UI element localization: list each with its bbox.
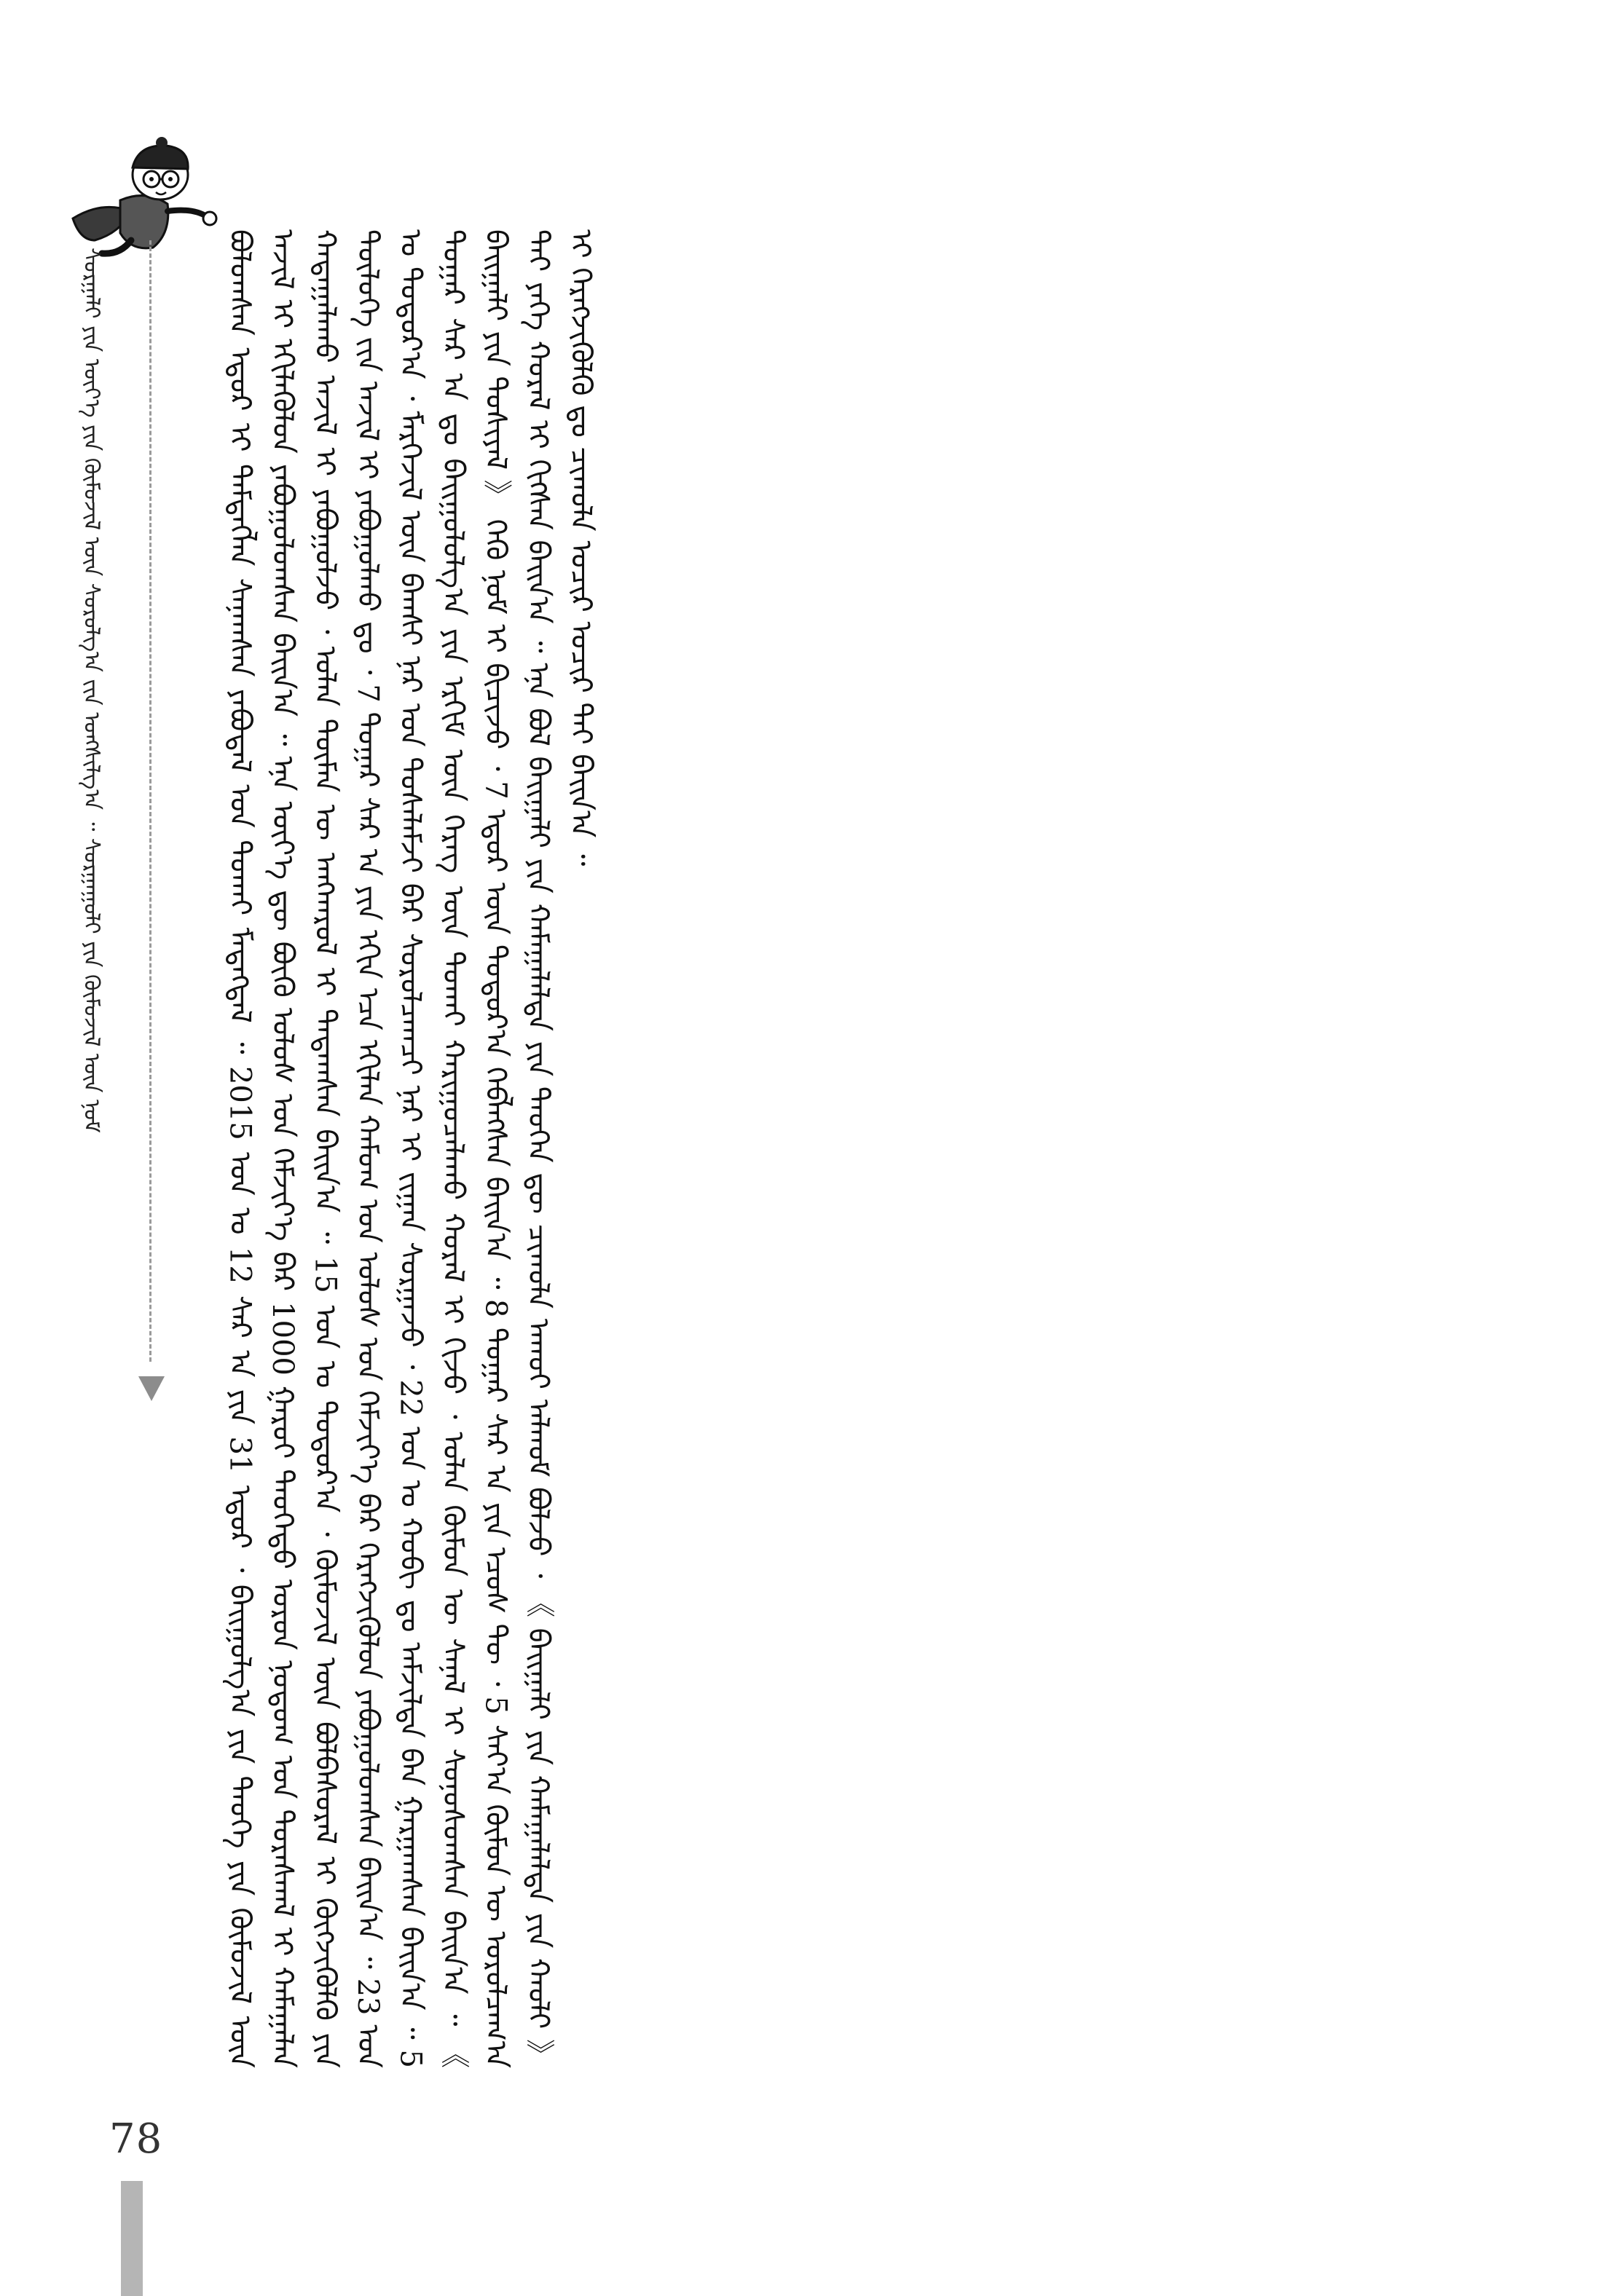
page-number: 78: [109, 2115, 163, 2163]
body-text: [219, 229, 1318, 2068]
triangle-down-icon: [138, 1376, 165, 1401]
cartoon-boy-with-glasses-icon: [51, 131, 226, 262]
body-paragraph: ᠪᠤᠯᠤᠭᠰᠠᠨ ᠡᠳᠦᠷ ᠢ ᠲᠡᠮᠳᠡᠭᠯᠡᠨ ᠰᠠᠨᠠᠭᠰᠠᠨ ᠶᠠᠪᠤᠳᠠᠯ ᠤᠨ ᠲᠤᠬᠠᠢ ᠮᠡᠳᠡᠭᠳᠡᠯ ᠃ 2015 ᠣᠨ ᠤ 12 ᠰᠠᠷ ᠠ ᠶᠢᠨ 31 ᠡᠳᠦᠷ ᠂ ᠪᠠᠢᠭᠤᠯᠭ᠎ᠠ ᠶᠢᠨ ᠲᠡᠦᠬᠡ ᠶᠢᠨ ᠬᠦᠮᠦᠵᠢᠯ ᠦᠨ ᠠᠵᠢᠯ ᠢ ᠡᠬᠢᠯᠡᠭᠦᠯᠦᠨ ᠶᠠᠪᠤᠭᠤᠯᠤᠭᠰᠠᠨ ᠪᠠᠢᠨ᠎ᠠ ᠃ ᠡᠨᠡ ᠦᠶ᠎ᠡ ᠳᠦ ᠪᠦᠬᠦ ᠤᠯᠤᠰ ᠤᠨ ᠬᠡᠮᠵᠢᠶ᠎ᠡ ᠪᠡᠷ 1000 ᠭᠠᠷᠤᠢ ᠲᠡᠦᠬᠡᠲᠦ ᠣᠷᠤᠨ ᠨᠤᠲᠤᠭ ᠤᠨ ᠳᠤᠷᠠᠰᠬᠠᠯ ᠢ ᠬᠠᠮᠠᠭᠠᠯᠠᠨ ᠬᠠᠳᠠᠭᠠᠯᠠᠬᠤ ᠠᠵᠢᠯ ᠢ ᠶᠠᠪᠤᠭᠤᠯᠵᠤ ᠂ ᠣᠯᠠᠨ ᠲᠦᠮᠡᠨ ᠦ ᠠᠩᠬᠠᠷᠤᠯ ᠢ ᠲᠠᠲᠠᠭᠰᠠᠨ ᠪᠠᠢᠨ᠎ᠠ ᠃ 15 ᠣᠨ ᠤ ᠳᠤᠲᠤᠷ᠎ᠠ ᠂ ᠬᠦᠮᠦᠵᠢᠯ ᠦᠨ ᠪᠣᠯᠪᠠᠰᠤᠷᠠᠯ ᠢ ᠬᠥᠭᠵᠢᠭᠦᠯᠬᠦ ᠶᠢᠨ ᠲᠥᠯᠥᠭᠡ ᠵᠢᠨ ᠠᠵᠢᠯ ᠢ ᠶᠠᠪᠤᠭᠤᠯᠬᠤ ᠳᠤ ᠂ 7 ᠳᠤᠭᠠᠷ ᠰᠠᠷ ᠠ ᠶᠢᠨ ᠡᠬᠢᠨ ᠡᠴᠡ ᠡᠬᠢᠯᠡᠨ ᠬᠠᠮᠤᠭ ᠤᠨ ᠤᠯᠤᠰ ᠤᠨ ᠬᠡᠮᠵᠢᠶ᠎ᠡ ᠪᠡᠷ ᠬᠡᠷᠡᠭᠵᠢᠭᠦᠯᠦᠨ ᠶᠠᠪᠤᠭᠤᠯᠤᠭᠰᠠᠨ ᠪᠠᠢᠨ᠎ᠠ ᠃ 23 ᠣᠨ ᠤ ᠳᠤᠲᠤᠷ᠎ᠠ ᠂ ᠮᠡᠷᠭᠡᠵᠢᠯ ᠦᠨ ᠪᠠᠭᠰᠢ ᠨᠠᠷ ᠤᠨ ᠲᠤᠰᠠᠯᠠᠮᠵᠢ ᠪᠠᠷ ᠰᠤᠷᠤᠯᠴᠠᠭᠴᠢ ᠨᠠᠷ ᠢ ᠵᠢᠭᠠᠨ ᠰᠤᠷᠭᠠᠵᠤ ᠂ 22 ᠣᠨ ᠤ ᠬᠤᠪᠢ ᠳᠤ ᠠᠮᠵᠢᠯᠲᠠ ᠪᠠᠨ ᠭᠠᠷᠭᠠᠭᠰᠠᠨ ᠪᠠᠢᠨ᠎ᠠ ᠃ 5 ᠳᠤᠭᠠᠷ ᠰᠠᠷ ᠠ ᠳᠤ ᠪᠠᠢᠭᠤᠯᠤᠯᠭ᠎ᠠ ᠶᠢᠨ ᠡᠷᠭᠢᠮ ᠦᠨ ᠬᠡᠷᠡᠭ ᠦᠨ ᠲᠤᠬᠠᠢ ᠬᠠᠷᠢᠭᠤᠴᠠᠯᠠᠬᠤ ᠬᠤᠷᠠᠯ ᠢ ᠬᠢᠵᠦ ᠂ ᠣᠯᠠᠨ ᠬᠦᠮᠦᠨ ᠦ ᠰᠠᠨᠠᠯ ᠢ ᠰᠣᠨᠣᠰᠤᠭᠰᠠᠨ ᠪᠠᠢᠨ᠎ᠠ ᠃ 《 ᠪᠠᠢᠭᠠᠯᠢ ᠶᠢᠨ ᠲᠤᠰᠢᠶᠠᠯ 》 ᠭᠡᠬᠦ ᠨᠣᠮ ᠢ ᠪᠢᠴᠢᠵᠦ ᠂ 7 ᠡᠳᠦᠷ ᠦᠨ ᠳᠣᠲᠣᠷ᠎ᠠ ᠬᠡᠪᠯᠡᠭᠰᠡᠨ ᠪᠠᠢᠨ᠎ᠠ ᠃ 8 ᠳᠤᠭᠠᠷ ᠰᠠᠷ ᠠ ᠶᠢᠨ ᠡᠴᠦᠰ ᠲᠦ ᠂ 5 ᠰᠠᠶ᠎ᠠ ᠬᠦᠮᠦᠨ ᠦ ᠣᠷᠣᠯᠴᠠᠭ᠎ᠠ ᠲᠠᠢ ᠶᠡᠬᠡ ᠬᠤᠷᠠᠯ ᠢ ᠬᠢᠭᠰᠡᠨ ᠪᠠᠢᠨ᠎ᠠ ᠃ ᠡᠨᠡ ᠪᠤᠯ ᠪᠠᠢᠭᠠᠯᠢ ᠶᠢᠨ ᠬᠠᠮᠠᠭᠠᠯᠠᠯᠲᠠ ᠶᠢᠨ ᠲᠡᠦᠬᠡᠨ ᠳᠦ ᠴᠢᠬᠤᠯᠠ ᠠᠬᠤᠢ ᠠᠯᠬᠤᠮ ᠪᠣᠯᠵᠤ ᠂ 《 ᠪᠠᠢᠭᠠᠯᠢ ᠶᠢᠨ ᠬᠠᠮᠠᠭᠠᠯᠠᠯᠲᠠ ᠶᠢᠨ ᠬᠠᠤᠯᠢ 》 ᠢ ᠬᠡᠷᠡᠭᠵᠢᠭᠦᠯᠬᠦ ᠳᠤ ᠴᠢᠬᠤᠯᠠ ᠤᠴᠢᠷ ᠤᠴᠢᠷ ᠲᠠᠢ ᠪᠠᠢᠨ᠎ᠠ ᠃: [223, 229, 598, 2068]
running-header: ᠰᠤᠷᠭᠠᠯᠢ ᠶᠢᠨ ᠦᠶ᠎ᠡ ᠶᠢᠨ ᠬᠦᠮᠦᠵᠢᠯ ᠦᠨ ᠰᠤᠷᠤᠯᠭ᠎ᠠ ᠵᠢᠨ ᠤᠩᠰᠢᠯᠭ᠎ᠠ ᠃ ᠰᠤᠷᠭᠠᠭᠤᠯᠢ ᠶᠢᠨ ᠬᠦᠮᠦᠵᠢᠯ ᠦᠨ ᠨᠣᠮ: [79, 248, 104, 1133]
header-divider: [149, 240, 152, 1362]
page-edge-bar: [121, 2181, 143, 2296]
